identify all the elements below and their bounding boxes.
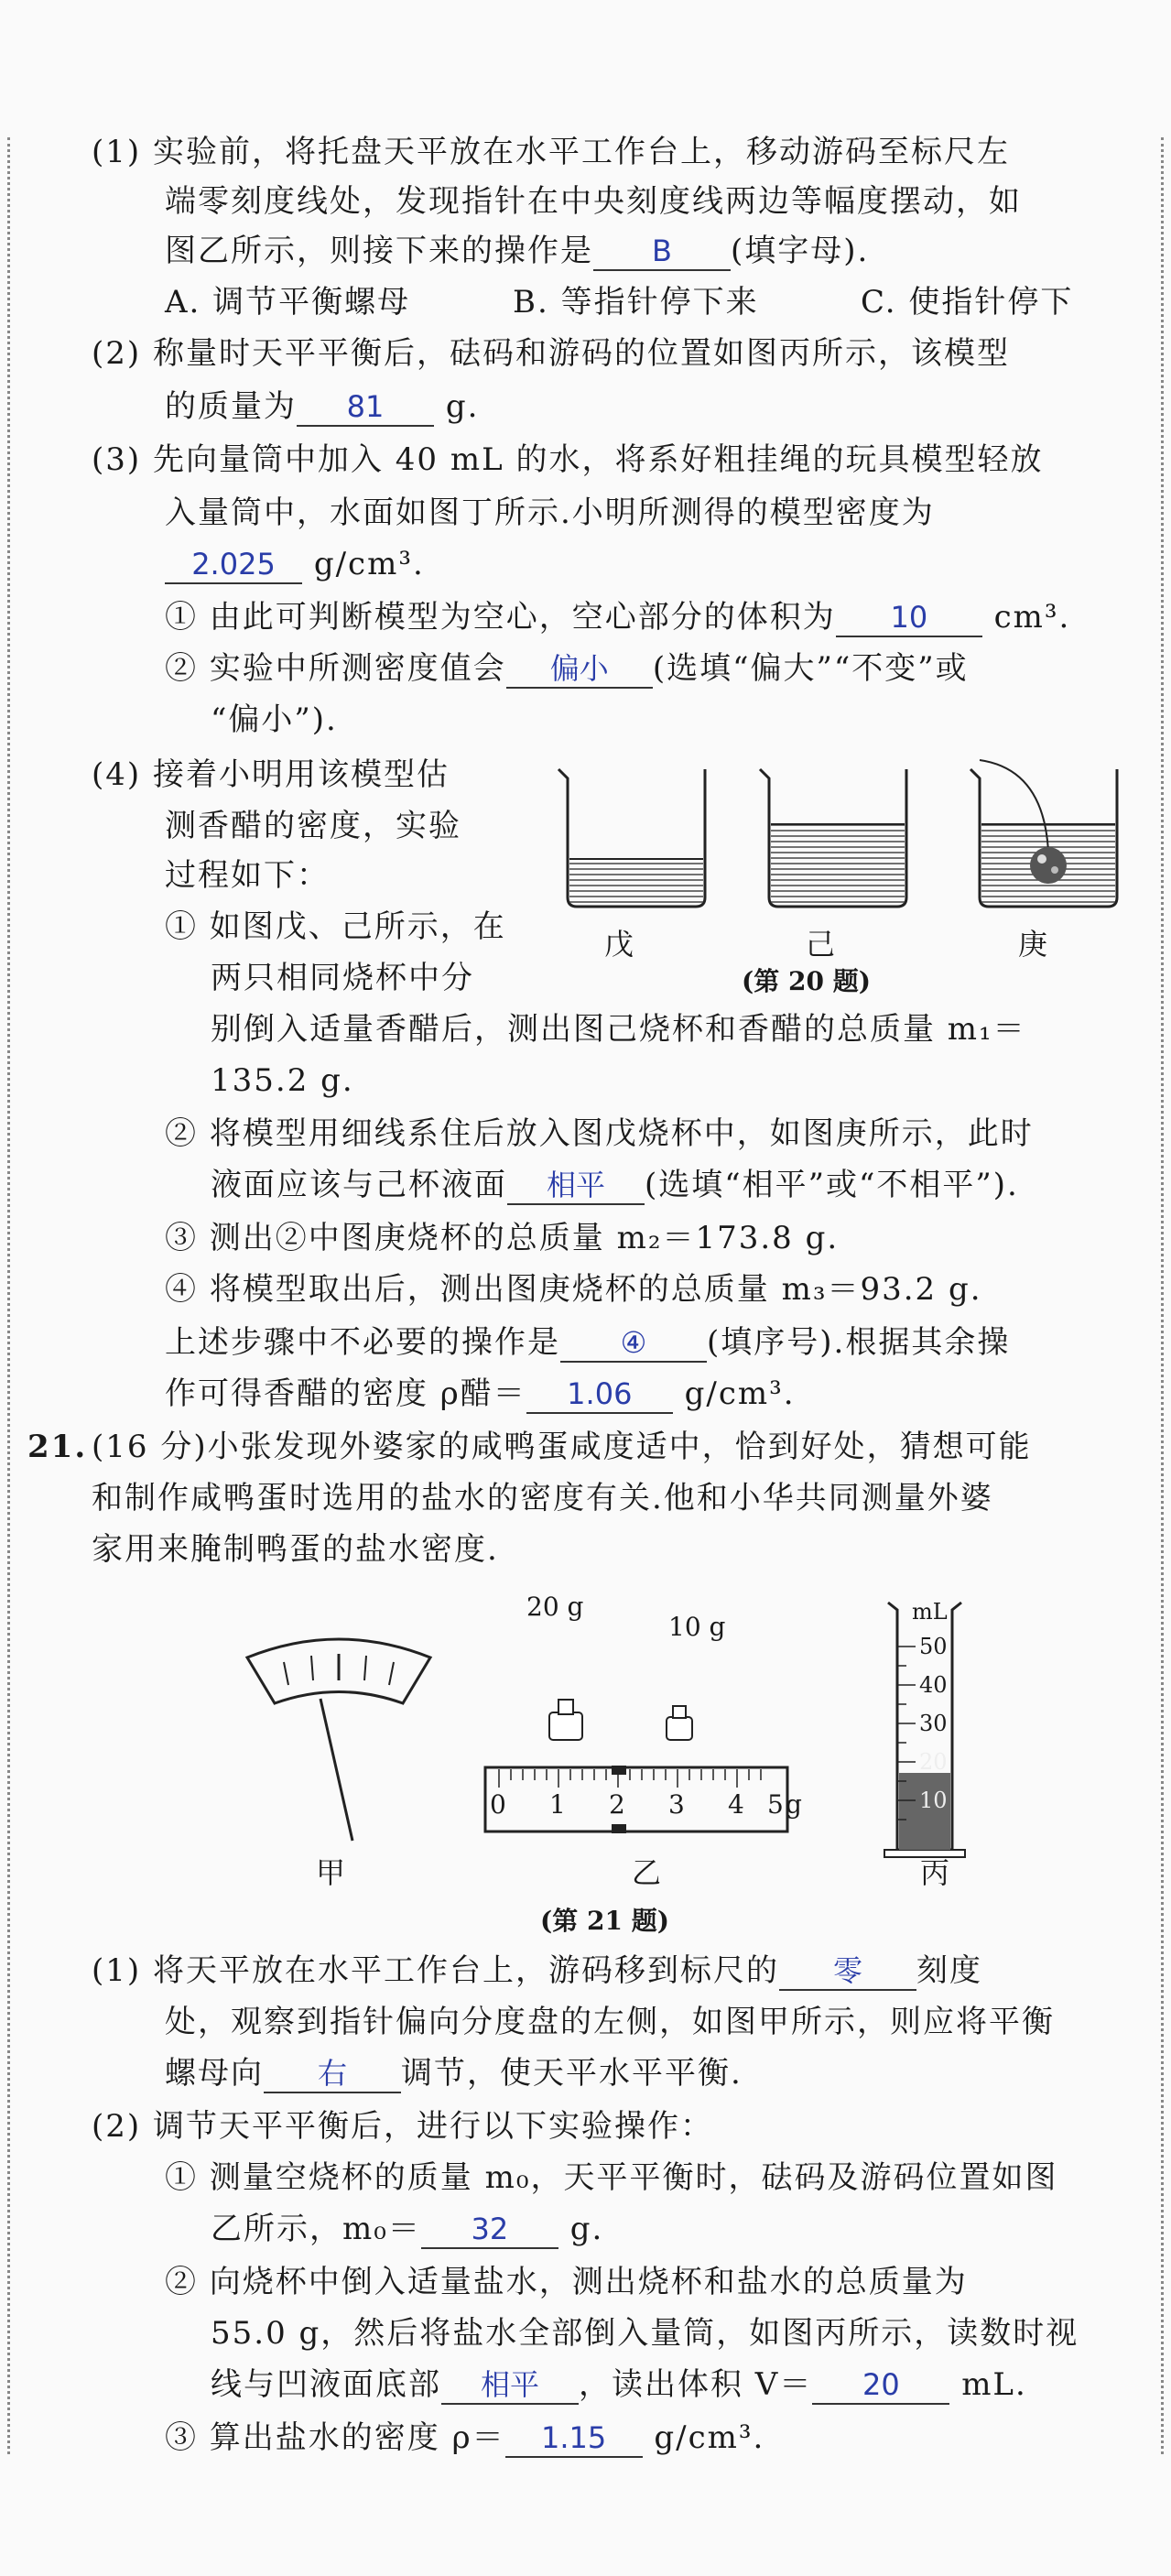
ruler-ticks [499,1769,761,1788]
q21-p1-answer1: 零 [779,1952,916,1991]
q20-p3-sub1-answer: 10 [836,599,982,637]
ruler-tick-0: 0 [490,1789,506,1820]
q20-p4-summary-answer: ④ [560,1324,707,1363]
q20-p2-line2: 的质量为 81 g. [165,388,480,425]
q21-p2-step3: ③ 算出盐水的密度 ρ＝ 1.15 g/cm³. [165,2419,765,2456]
q21-figure-caption: (第 21 题) [540,1906,669,1936]
cylinder-unit: mL [912,1599,948,1625]
q20-p4-step2-a: ② 将模型用细线系住后放入图戊烧杯中，如图庚所示，此时 [165,1115,1034,1152]
q20-p1-line1: (1) 实验前，将托盘天平放在水平工作台上，移动游码至标尺左 [92,134,1010,170]
beaker-ji [760,769,906,907]
cylinder-tick-20: 20 [919,1749,948,1775]
rider-top [612,1766,626,1775]
beaker-wu [558,769,705,907]
cylinder-tick-10: 10 [919,1788,948,1813]
ruler-unit: g [786,1789,802,1820]
q20-figure-caption: (第 20 题) [742,966,871,996]
q21-p1-line2: 处，观察到指针偏向分度盘的左侧，如图甲所示，则应将平衡 [165,2004,1055,2040]
q20-p1-line2: 端零刻度线处，发现指针在中央刻度线两边等幅度摆动，如 [165,183,1022,220]
q21-figure [220,1575,1099,1886]
q21-p1-line1: (1) 将天平放在水平工作台上，游码移到标尺的 零 刻度 [92,1952,982,1989]
fig-label-geng: 庚 [1018,927,1048,962]
ruler-tick-5: 5 [767,1789,784,1820]
beaker-geng [970,760,1117,907]
q21-p2-step1-b: 乙所示，m₀＝ 32 g. [211,2211,604,2247]
q20-p4-step1-a: ① 如图戊、己所示，在 [165,908,506,945]
fig-label-jia: 甲 [316,1855,346,1890]
q20-p4-line3: 过程如下： [165,857,330,894]
q20-p3-line2: 入量筒中，水面如图丁所示.小明所测得的模型密度为 [165,495,935,531]
q20-p4-step2-answer: 相平 [507,1167,645,1205]
ruler-tick-4: 4 [728,1789,744,1820]
fig-label-wu: 戊 [604,927,634,962]
q20-p4-step4: ④ 将模型取出后，测出图庚烧杯的总质量 m₃＝93.2 g. [165,1271,982,1308]
q20-p4-line1: (4) 接着小明用该模型估 [92,756,450,793]
q20-p4-last-answer: 1.06 [526,1375,673,1414]
right-dotted-margin [1161,137,1164,2454]
q20-p1-option-c: C. 使指针停下 [861,284,1074,321]
weight-20g-label: 20 g [526,1592,584,1622]
q20-p3-sub2: ② 实验中所测密度值会 偏小 (选填“偏大”“不变”或 [165,650,969,687]
q21-p1-line3: 螺母向 右 调节，使天平水平平衡. [165,2055,743,2092]
cylinder-tick-40: 40 [919,1672,948,1698]
q21-number: 21. [27,1429,88,1465]
pointer-needle [320,1699,352,1841]
cylinder-tick-30: 30 [919,1711,948,1736]
cylinder-tick-50: 50 [919,1634,948,1659]
weight-10g-icon [667,1706,692,1740]
q20-p3-answer: 2.025 [165,546,302,584]
left-dotted-margin [7,137,10,2454]
q21-line2: 和制作咸鸭蛋时选用的盐水的密度有关.他和小华共同测量外婆 [92,1480,993,1516]
q20-p4-step1-c: 别倒入适量香醋后，测出图己烧杯和香醋的总质量 m₁＝ [211,1011,1026,1048]
q20-p2-answer: 81 [297,388,434,427]
q21-p2-step3-answer: 1.15 [505,2419,643,2458]
q20-p3-line1: (3) 先向量筒中加入 40 mL 的水，将系好粗挂绳的玩具模型轻放 [92,441,1044,478]
weight-10g-label: 10 g [668,1612,726,1642]
q21-p2-step2-c: 线与凹液面底部 相平 ，读出体积 V＝ 20 mL. [211,2366,1027,2403]
q20-p4-step1-b: 两只相同烧杯中分 [211,960,474,996]
q21-p2-step2-answer2: 20 [812,2366,949,2405]
q20-p1-line3: 图乙所示，则接下来的操作是 B (填字母). [165,233,870,269]
q20-p4-summary: 上述步骤中不必要的操作是 ④ (填序号).根据其余操 [165,1324,1011,1361]
q21-p1-answer2: 右 [264,2055,401,2093]
q20-p1-answer: B [593,233,731,271]
q20-p1-option-b: B. 等指针停下来 [513,284,759,321]
q20-p3-sub2-answer: 偏小 [506,650,653,689]
weight-20g-icon [549,1700,582,1740]
q21-p2-step1-answer: 32 [421,2211,558,2249]
ruler-tick-2: 2 [609,1789,625,1820]
rider-bottom [612,1824,626,1833]
fig-label-bing: 丙 [920,1855,950,1890]
q21-line3: 家用来腌制鸭蛋的盐水密度. [92,1531,499,1568]
ruler-tick-3: 3 [668,1789,685,1820]
fig-label-yi: 乙 [632,1855,662,1890]
q21-p2-step1-a: ① 测量空烧杯的质量 m₀，天平平衡时，砝码及游码位置如图 [165,2159,1058,2196]
q20-p2-line1: (2) 称量时天平平衡后，砝码和游码的位置如图丙所示，该模型 [92,335,1010,372]
q20-p4-last: 作可得香醋的密度 ρ醋＝ 1.06 g/cm³. [165,1375,796,1412]
q21-line1: (16 分)小张发现外婆家的咸鸭蛋咸度适中，恰到好处，猜想可能 [92,1429,1032,1465]
q21-p2-line1: (2) 调节天平平衡后，进行以下实验操作： [92,2108,713,2145]
q20-p4-step3: ③ 测出②中图庚烧杯的总质量 m₂＝173.8 g. [165,1220,840,1256]
q20-p1-option-a: A. 调节平衡螺母 [165,284,411,321]
ruler-tick-1: 1 [549,1789,566,1820]
q20-p3-line3: 2.025 g/cm³. [165,546,425,584]
q21-p2-step2-b: 55.0 g，然后将盐水全部倒入量筒，如图丙所示，读数时视 [211,2315,1079,2352]
q20-p3-sub2-line2: “偏小”). [211,701,338,738]
q20-p3-sub1: ① 由此可判断模型为空心，空心部分的体积为 10 cm³. [165,599,1071,636]
q20-p4-line2: 测香醋的密度，实验 [165,808,461,844]
q21-p2-step2-a: ② 向烧杯中倒入适量盐水，测出烧杯和盐水的总质量为 [165,2264,968,2300]
q20-p4-step2-b: 液面应该与己杯液面 相平 (选填“相平”或“不相平”). [211,1167,1019,1203]
toy-model-icon [1030,847,1067,884]
q21-p2-step2-answer1: 相平 [441,2366,579,2405]
q20-p4-step1-d: 135.2 g. [211,1062,354,1099]
fig-label-ji: 己 [806,927,836,962]
balance-dial [247,1639,430,1841]
